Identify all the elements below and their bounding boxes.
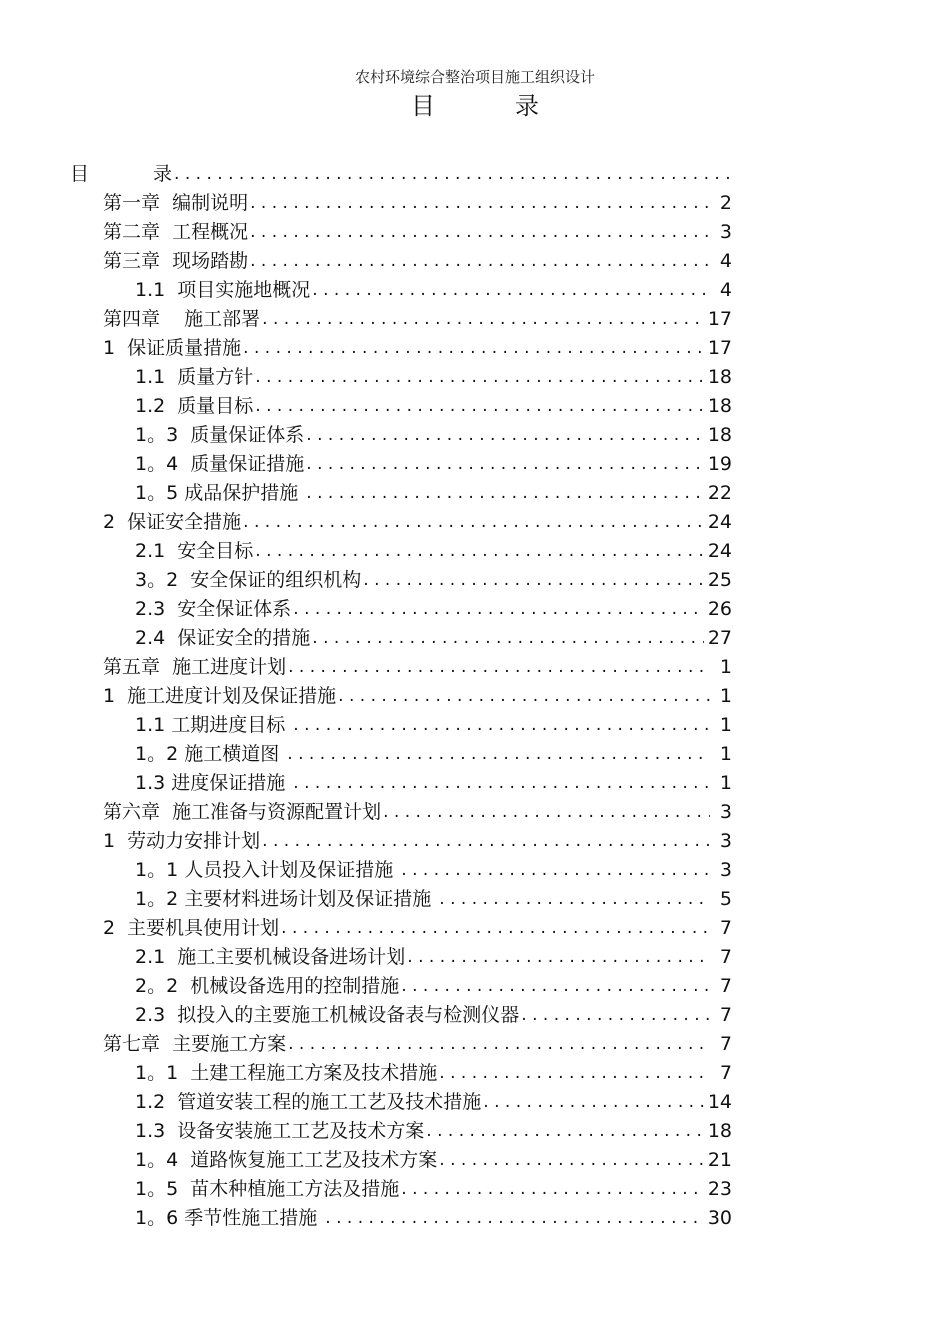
toc-entry-label: 1。1 土建工程施工方案及技术措施: [135, 1062, 438, 1084]
toc-entry[interactable]: [103, 827, 732, 855]
toc-entry-page-number: 7: [719, 1033, 732, 1055]
toc-entry[interactable]: [135, 1059, 732, 1087]
dot-leader: [288, 1030, 710, 1058]
toc-entry-label: 1 保证质量措施: [103, 337, 242, 359]
toc-entry-label: 第六章 施工准备与资源配置计划: [103, 801, 382, 823]
dot-leader: [287, 740, 710, 768]
dot-leader: [383, 798, 710, 826]
toc-entry-label: 1.3 设备安装施工工艺及技术方案: [135, 1120, 425, 1142]
toc-entry-label: 1。5 成品保护措施: [135, 482, 305, 504]
toc-entry[interactable]: [135, 450, 732, 478]
toc-entry-label: 3。2 安全保证的组织机构: [135, 569, 362, 591]
toc-entry-page-number: 7: [719, 975, 732, 997]
dot-leader: [521, 1001, 710, 1029]
toc-entry-page-number: 1: [719, 772, 732, 794]
toc-heading-char-2: 录: [515, 92, 539, 120]
toc-entry[interactable]: [135, 537, 732, 565]
toc-entry-page-number: 22: [707, 482, 732, 504]
toc-entry[interactable]: [135, 1146, 732, 1174]
toc-entry-page-number: 7: [719, 1004, 732, 1026]
toc-entry-label: 第四章 施工部署: [103, 308, 261, 330]
dot-leader: [293, 711, 710, 739]
toc-entry-page-number: 27: [707, 627, 732, 649]
dot-leader: [401, 856, 710, 884]
toc-entry[interactable]: [103, 189, 732, 217]
toc-entry-page-number: 7: [719, 946, 732, 968]
toc-entry-page-number: 7: [719, 1062, 732, 1084]
toc-entry-page-number: 7: [719, 917, 732, 939]
toc-entry-page-number: 3: [719, 801, 732, 823]
toc-entry-page-number: 18: [707, 366, 732, 388]
toc-entry-label: 2.3 安全保证体系: [135, 598, 292, 620]
toc-entry-page-number: 24: [707, 511, 732, 533]
toc-entry-page-number: 4: [719, 279, 732, 301]
running-header: 农村环境综合整治项目施工组织设计: [354, 68, 595, 86]
toc-entry-label: 1.1 工期进度目标: [135, 714, 292, 736]
toc-entry[interactable]: [103, 508, 732, 536]
dot-leader: [262, 305, 704, 333]
toc-entry[interactable]: [135, 1175, 732, 1203]
toc-entry[interactable]: [135, 421, 732, 449]
toc-heading: [0, 86, 950, 121]
dot-leader: [483, 1088, 704, 1116]
toc-entry-label-part: 目: [70, 163, 90, 185]
toc-entry-label: 2.1 施工主要机械设备进场计划: [135, 946, 406, 968]
toc-entry-label: 2 保证安全措施: [103, 511, 242, 533]
toc-entry-label: 2。2 机械设备选用的控制措施: [135, 975, 400, 997]
toc-entry-page-number: 1: [719, 714, 732, 736]
toc-entry-label: 1.2 质量目标: [135, 395, 254, 417]
dot-leader: [306, 421, 704, 449]
toc-entry-label: 第五章 施工进度计划: [103, 656, 287, 678]
toc-entry-label: 1。5 苗木种植施工方法及措施: [135, 1178, 400, 1200]
toc-entry-page-number: 19: [707, 453, 732, 475]
toc-entry-page-number: 3: [719, 830, 732, 852]
toc-entry-label: 1。3 质量保证体系: [135, 424, 305, 446]
toc-entry-page-number: 18: [707, 1120, 732, 1142]
dot-leader: [426, 1117, 704, 1145]
toc-entry-page-number: 1: [719, 656, 732, 678]
dot-leader: [401, 1175, 704, 1203]
toc-entry-label: 1。6 季节性施工措施: [135, 1207, 324, 1229]
toc-entry[interactable]: [135, 711, 732, 739]
toc-entry[interactable]: [103, 914, 732, 942]
dot-leader: [312, 276, 710, 304]
toc-entry-label: 1。2 主要材料进场计划及保证措施: [135, 888, 438, 910]
toc-entry[interactable]: [103, 218, 732, 246]
toc-entry-page-number: 18: [707, 424, 732, 446]
toc-entry-page-number: 2: [719, 192, 732, 214]
toc-entry-label: 1.1 质量方针: [135, 366, 254, 388]
dot-leader: [407, 943, 710, 971]
toc-entry[interactable]: [135, 1001, 732, 1029]
dot-leader: [338, 682, 710, 710]
toc-entry-page-number: 17: [707, 308, 732, 330]
toc-entry[interactable]: [103, 247, 732, 275]
toc-entry-page-number: 3: [719, 859, 732, 881]
dot-leader: [306, 479, 704, 507]
toc-entry[interactable]: [135, 363, 732, 391]
toc-entry-page-number: 23: [707, 1178, 732, 1200]
toc-entry-label: 2 主要机具使用计划: [103, 917, 280, 939]
toc-entry-label-part: 录: [153, 163, 173, 185]
dot-leader: [250, 218, 710, 246]
toc-entry-page-number: 4: [719, 250, 732, 272]
toc-entry[interactable]: [103, 653, 732, 681]
toc-entry[interactable]: [135, 740, 732, 768]
toc-entry-page-number: 1: [719, 743, 732, 765]
toc-entry-label: 2.4 保证安全的措施: [135, 627, 311, 649]
toc-entry-page-number: 3: [719, 221, 732, 243]
toc-entry[interactable]: [135, 276, 732, 304]
toc-entry-label: 2.3 拟投入的主要施工机械设备表与检测仪器: [135, 1004, 520, 1026]
toc-entry[interactable]: [103, 1030, 732, 1058]
dot-leader: [401, 972, 710, 1000]
toc-entry-page-number: 30: [707, 1207, 732, 1229]
toc-entry[interactable]: [135, 1088, 732, 1116]
toc-entry-label: 第一章 编制说明: [103, 192, 249, 214]
toc-entry[interactable]: [135, 1204, 732, 1232]
dot-leader: [255, 537, 704, 565]
dot-leader: [439, 1146, 704, 1174]
dot-leader: [262, 827, 710, 855]
toc-entry[interactable]: [135, 856, 732, 884]
toc-entry[interactable]: [135, 479, 732, 507]
toc-entry[interactable]: [135, 885, 732, 913]
toc-heading-char-1: 目: [411, 92, 435, 120]
toc-entry-page-number: 26: [707, 598, 732, 620]
toc-entry[interactable]: [135, 566, 732, 594]
dot-leader: [250, 189, 710, 217]
toc-entry-label: 1.3 进度保证措施: [135, 772, 292, 794]
dot-leader: [439, 885, 710, 913]
toc-entry-label: 1.2 管道安装工程的施工工艺及技术措施: [135, 1091, 482, 1113]
toc-entry[interactable]: [135, 595, 732, 623]
dot-leader: [293, 769, 710, 797]
dot-leader: [363, 566, 704, 594]
dot-leader: [325, 1204, 704, 1232]
toc-entry-label: [70, 160, 172, 188]
toc-entry-label: 1 劳动力安排计划: [103, 830, 261, 852]
toc-entry-label: 1。1 人员投入计划及保证措施: [135, 859, 400, 881]
toc-entry-page-number: 21: [707, 1149, 732, 1171]
toc-entry-label: 第三章 现场踏勘: [103, 250, 249, 272]
toc-entry-page-number: 24: [707, 540, 732, 562]
dot-leader: [255, 363, 704, 391]
toc-entry[interactable]: [103, 682, 732, 710]
dot-leader: [312, 624, 704, 652]
toc-entry[interactable]: [135, 392, 732, 420]
toc-entry[interactable]: [103, 305, 732, 333]
toc-entry[interactable]: [135, 769, 732, 797]
dot-leader: [250, 247, 710, 275]
dot-leader: [243, 334, 704, 362]
toc-entry-page-number: 5: [719, 888, 732, 910]
toc-entry-page-number: 17: [707, 337, 732, 359]
toc-entry-label: 1.1 项目实施地概况: [135, 279, 311, 301]
toc-entry[interactable]: [135, 972, 732, 1000]
toc-entry-label: 2.1 安全目标: [135, 540, 254, 562]
dot-leader: [255, 392, 704, 420]
toc-entry-page-number: 1: [719, 685, 732, 707]
toc-entry-label: 第七章 主要施工方案: [103, 1033, 287, 1055]
toc-entry-page-number: 18: [707, 395, 732, 417]
dot-leader: [288, 653, 710, 681]
toc-entry-page-number: 25: [707, 569, 732, 591]
toc-entry[interactable]: [135, 624, 732, 652]
toc-entry[interactable]: [103, 334, 732, 362]
toc-entry[interactable]: [135, 1117, 732, 1145]
toc-entry-label: 1。4 道路恢复施工工艺及技术方案: [135, 1149, 438, 1171]
toc-entry-page-number: 14: [707, 1091, 732, 1113]
dot-leader: [281, 914, 710, 942]
toc-entry[interactable]: [103, 798, 732, 826]
toc-entry-label: 1 施工进度计划及保证措施: [103, 685, 337, 707]
dot-leader: [439, 1059, 710, 1087]
toc-entry-label: 第二章 工程概况: [103, 221, 249, 243]
dot-leader: [306, 450, 704, 478]
dot-leader: [243, 508, 704, 536]
toc-entry-label: 1。4 质量保证措施: [135, 453, 305, 475]
toc-entry-top[interactable]: [70, 160, 732, 188]
dot-leader: [293, 595, 704, 623]
toc-entry[interactable]: [135, 943, 732, 971]
toc-entry-label: 1。2 施工横道图: [135, 743, 286, 765]
dot-leader: [174, 160, 732, 188]
